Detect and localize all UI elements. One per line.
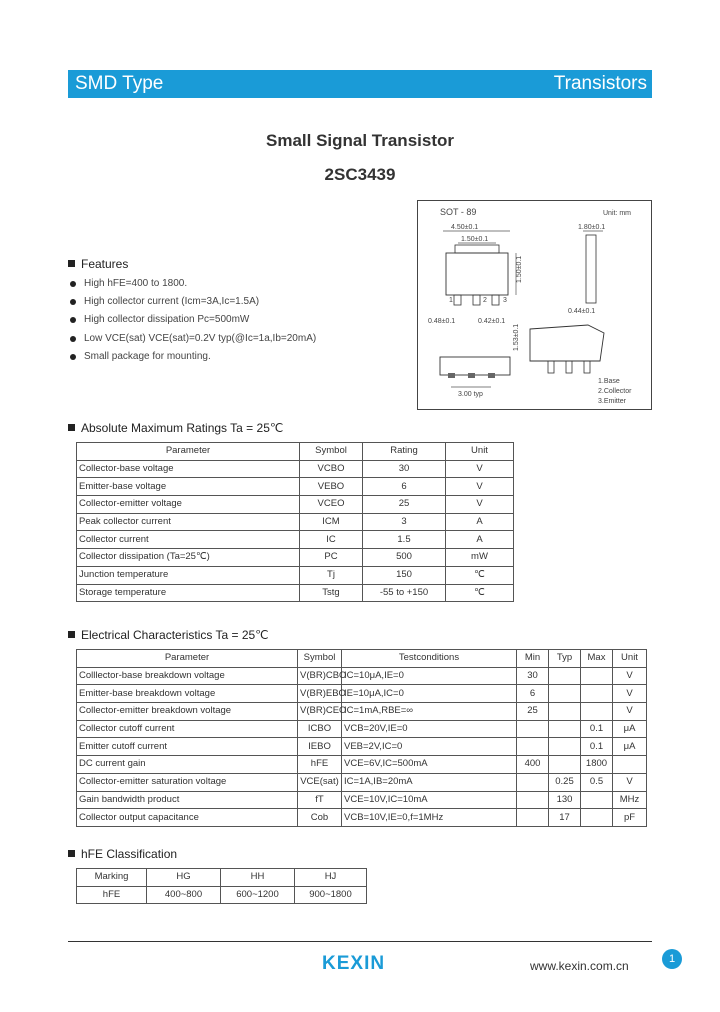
table-row [77,566,514,584]
table-cell: Collector cutoff current [77,720,298,738]
table-cell: mW [446,549,514,567]
package-unit: Unit: mm [603,210,631,217]
table-cell: 0.1 [581,738,613,756]
abs-max-table [76,442,514,602]
table-cell: V [613,773,647,791]
dim-label: 1.53±0.1 [513,323,520,351]
table-cell: 900~1800 [295,886,367,904]
feature-item: High collector dissipation Pc=500mW [68,314,316,332]
table-cell: VCE=6V,IC=500mA [342,756,517,774]
table-header-cell: Rating [363,443,446,461]
table-cell: hFE [77,886,147,904]
table-row [77,738,647,756]
table-cell [549,685,581,703]
pin-legend: 1.Base [598,378,620,385]
table-cell [517,773,549,791]
website-link[interactable]: www.kexin.com.cn [530,959,629,973]
table-header-row [77,443,514,461]
table-cell: V(BR)CBO [298,667,342,685]
table-cell: 6 [363,478,446,496]
table-header-cell: Unit [613,650,647,668]
package-name: SOT - 89 [440,207,477,217]
dim-label: 4.50±0.1 [451,224,479,231]
table-cell: ℃ [446,566,514,584]
hfe-class-table [76,868,367,904]
table-header-cell: Max [581,650,613,668]
table-row [77,496,514,514]
table-row [77,460,514,478]
feature-item: High collector current (Icm=3A,Ic=1.5A) [68,296,316,314]
table-cell: V [613,703,647,721]
table-cell: 150 [363,566,446,584]
feature-item: Low VCE(sat) VCE(sat)=0.2V typ(@Ic=1a,Ib=20mA) [68,333,316,351]
table-cell: Peak collector current [77,513,300,531]
table-cell [549,738,581,756]
feature-item: High hFE=400 to 1800. [68,278,316,296]
table-row [77,685,647,703]
table-header-cell: Symbol [298,650,342,668]
dim-label: 1.80±0.1 [578,224,606,231]
table-cell: HH [221,869,295,887]
table-cell [517,809,549,827]
table-row [77,478,514,496]
table-cell: IE=10μA,IC=0 [342,685,517,703]
features-heading [68,257,128,271]
part-number: 2SC3439 [324,165,396,184]
dim-label: 0.42±0.1 [478,318,506,325]
table-cell: pF [613,809,647,827]
dim-label: 0.44±0.1 [568,308,596,315]
table-header-cell: Testconditions [342,650,517,668]
table-cell: 600~1200 [221,886,295,904]
table-cell: Collector current [77,531,300,549]
table-cell: MHz [613,791,647,809]
bullet-square-icon [68,260,75,267]
table-cell: Junction temperature [77,566,300,584]
table-cell: HG [147,869,221,887]
table-cell: 0.25 [549,773,581,791]
table-cell: 17 [549,809,581,827]
hfe-class-heading [68,847,177,861]
dim-label: 0.48±0.1 [428,318,456,325]
table-cell: A [446,513,514,531]
table-row [77,809,647,827]
pin-legend: 2.Collector [598,388,632,395]
table-cell [581,685,613,703]
table-cell [549,667,581,685]
table-cell: VCE=10V,IC=10mA [342,791,517,809]
table-cell [517,720,549,738]
header-right: Transistors [553,73,647,94]
table-cell: V [446,460,514,478]
table-cell: IEBO [298,738,342,756]
header-left: SMD Type [75,73,164,94]
table-cell: 130 [549,791,581,809]
dim-label: 3.00 typ [458,391,483,398]
table-cell: hFE [298,756,342,774]
table-cell: V [446,496,514,514]
table-cell: 30 [517,667,549,685]
table-cell: Emitter-base breakdown voltage [77,685,298,703]
table-cell [581,809,613,827]
table-cell: Collector-base voltage [77,460,300,478]
table-cell [581,667,613,685]
table-cell: 25 [363,496,446,514]
table-cell [549,703,581,721]
table-cell [613,756,647,774]
elec-heading-label: Electrical Characteristics Ta = 25℃ [81,628,269,642]
table-cell: DC current gain [77,756,298,774]
page-number: 1 [662,949,682,969]
table-row [77,886,367,904]
table-cell: Collector-emitter voltage [77,496,300,514]
package-drawing [417,200,652,410]
table-cell [549,720,581,738]
table-cell: V [613,667,647,685]
elec-char-table [76,649,647,827]
sot89-outline-drawing [418,201,653,411]
table-cell: VEBO [300,478,363,496]
table-cell: PC [300,549,363,567]
table-cell: 6 [517,685,549,703]
table-row [77,773,647,791]
table-row [77,513,514,531]
table-cell: 30 [363,460,446,478]
table-cell: 3 [363,513,446,531]
table-cell: VEB=2V,IC=0 [342,738,517,756]
table-cell: 400~800 [147,886,221,904]
table-cell [517,791,549,809]
table-row [77,549,514,567]
table-cell: HJ [295,869,367,887]
table-cell: A [446,531,514,549]
table-cell: VCEO [300,496,363,514]
table-cell: 400 [517,756,549,774]
table-cell: Collector-emitter breakdown voltage [77,703,298,721]
abs-max-heading [68,421,283,435]
table-cell: Gain bandwidth product [77,791,298,809]
table-cell: VCB=10V,IE=0,f=1MHz [342,809,517,827]
table-cell: IC=10μA,IE=0 [342,667,517,685]
table-cell: V [446,478,514,496]
table-row [77,791,647,809]
table-cell: ℃ [446,584,514,602]
table-header-cell: Symbol [300,443,363,461]
table-header-cell: Parameter [77,443,300,461]
hfe-class-heading-label: hFE Classification [81,847,178,861]
features-heading-label: Features [81,257,129,271]
table-cell: Marking [77,869,147,887]
table-cell: VCB=20V,IE=0 [342,720,517,738]
table-row [77,869,367,887]
pin-number: 2 [483,297,487,304]
table-cell: μA [613,720,647,738]
doc-title: Small Signal Transistor [265,131,454,150]
table-cell: 1800 [581,756,613,774]
table-cell: Emitter-base voltage [77,478,300,496]
table-cell: ICBO [298,720,342,738]
table-cell: Collector dissipation (Ta=25℃) [77,549,300,567]
table-cell: 0.1 [581,720,613,738]
table-cell: Colllector-base breakdown voltage [77,667,298,685]
footer-divider [68,941,652,942]
features-list [68,278,316,369]
table-row [77,667,647,685]
header-banner [68,70,652,98]
pin-number: 1 [449,297,453,304]
table-row [77,584,514,602]
table-cell: Emitter cutoff current [77,738,298,756]
table-cell: IC [300,531,363,549]
table-row [77,720,647,738]
table-cell: V [613,685,647,703]
bullet-square-icon [68,424,75,431]
table-cell: 500 [363,549,446,567]
table-cell: Storage temperature [77,584,300,602]
pin-legend: 3.Emitter [598,398,627,405]
table-row [77,756,647,774]
table-cell: -55 to +150 [363,584,446,602]
table-cell: V(BR)CEO [298,703,342,721]
dim-label: 1.50±0.1 [461,236,489,243]
table-row [77,531,514,549]
table-cell [549,756,581,774]
table-cell: μA [613,738,647,756]
table-cell: Collector output capacitance [77,809,298,827]
abs-max-heading-label: Absolute Maximum Ratings Ta = 25℃ [81,421,284,435]
table-cell: 1.5 [363,531,446,549]
dim-label: 1.50±0.1 [516,255,523,283]
table-cell: Tj [300,566,363,584]
elec-heading [68,628,269,642]
table-cell: 25 [517,703,549,721]
kexin-logo: KEXIN [322,953,386,974]
table-cell: Tstg [300,584,363,602]
bullet-square-icon [68,850,75,857]
table-header-cell: Parameter [77,650,298,668]
table-cell: IC=1A,IB=20mA [342,773,517,791]
table-cell: 0.5 [581,773,613,791]
table-cell: fT [298,791,342,809]
table-header-row [77,650,647,668]
table-cell: ICM [300,513,363,531]
table-cell: IC=1mA,RBE=∞ [342,703,517,721]
table-cell [581,703,613,721]
table-cell: Collector-emitter saturation voltage [77,773,298,791]
bullet-square-icon [68,631,75,638]
table-cell: VCBO [300,460,363,478]
table-header-cell: Unit [446,443,514,461]
table-header-cell: Min [517,650,549,668]
table-cell [517,738,549,756]
table-cell: VCE(sat) [298,773,342,791]
table-header-cell: Typ [549,650,581,668]
table-cell: V(BR)EBO [298,685,342,703]
table-cell: Cob [298,809,342,827]
table-row [77,703,647,721]
pin-number: 3 [503,297,507,304]
table-cell [581,791,613,809]
feature-item: Small package for mounting. [68,351,316,369]
